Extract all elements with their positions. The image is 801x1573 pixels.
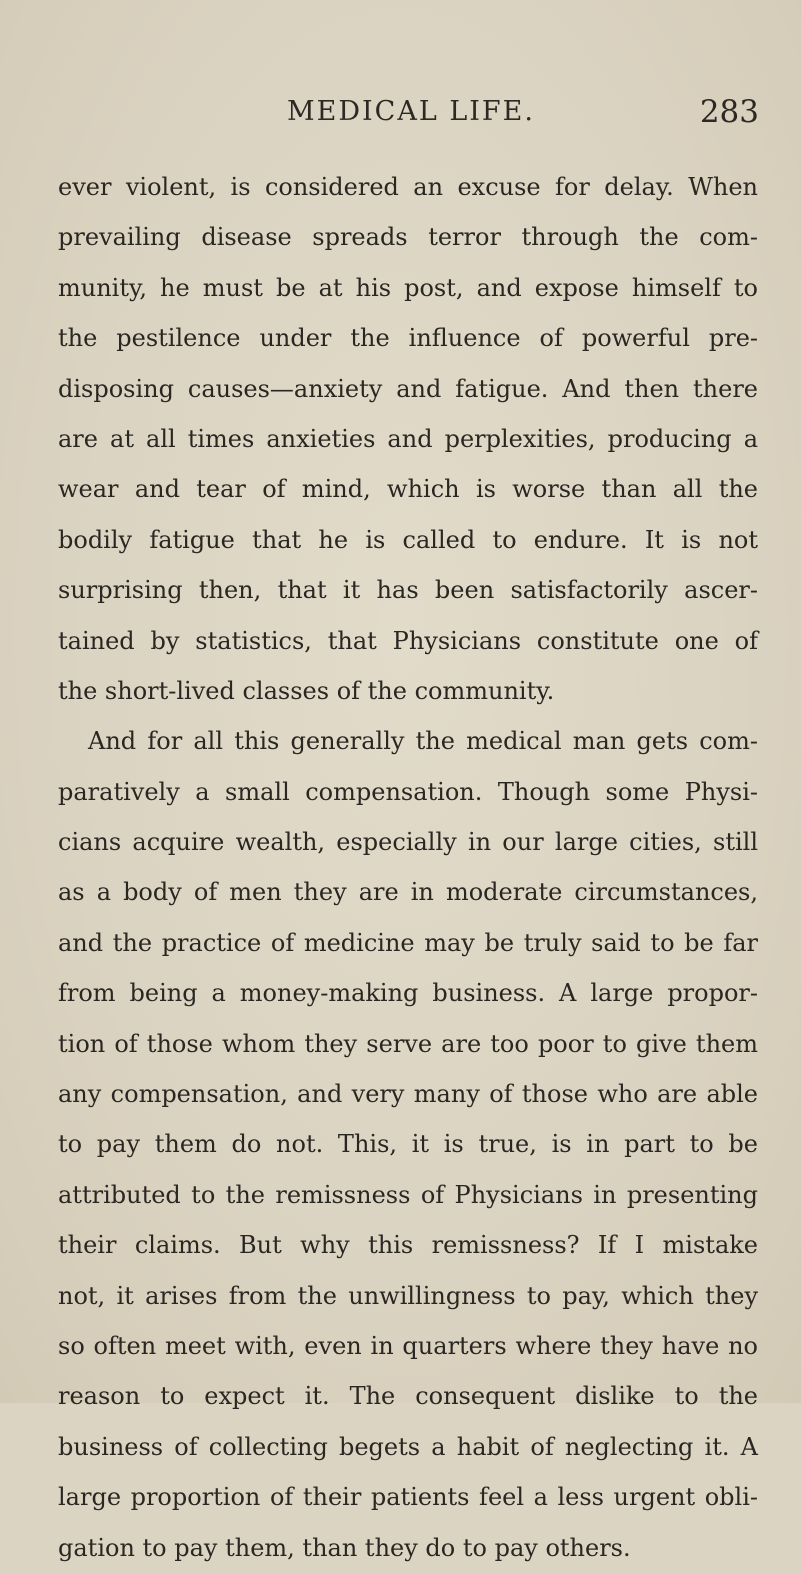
text-line: attributed to the remissness of Physicians in presenting	[58, 1180, 758, 1209]
text-line: tion of those whom they serve are too poor to give them	[58, 1029, 758, 1058]
text-line: ever violent, is considered an excuse for delay. When	[58, 173, 758, 201]
text-line: reason to expect it. The consequent dislike to the	[58, 1382, 758, 1411]
text-line: the pestilence under the influence of powerful pre-	[58, 324, 758, 353]
text-line: any compensation, and very many of those who are able	[58, 1080, 758, 1109]
text-line: disposing causes—anxiety and fatigue. And then there	[58, 374, 758, 403]
text-line: surprising then, that it has been satisfactorily ascer-	[58, 576, 758, 605]
text-line-paragraph-start: And for all this generally the medical man gets com-	[88, 727, 758, 756]
text-line: from being a money-making business. A large propor-	[58, 979, 758, 1008]
text-line: not, it arises from the unwillingness to pay, which they	[58, 1281, 758, 1310]
text-line: prevailing disease spreads terror through the com-	[58, 223, 758, 252]
text-line: paratively a small compensation. Though some Physi-	[58, 777, 758, 806]
text-line: business of collecting begets a habit of neglecting it. A	[58, 1432, 758, 1461]
text-line: bodily fatigue that he is called to endure. It is not	[58, 525, 758, 554]
text-line: so often meet with, even in quarters where they have no	[58, 1331, 758, 1360]
page-number: 283	[699, 94, 759, 130]
text-line: wear and tear of mind, which is worse than all the	[58, 475, 758, 504]
running-head	[0, 96, 801, 136]
text-line-paragraph-end: gation to pay them, than they do to pay others.	[58, 1533, 631, 1562]
text-line: and the practice of medicine may be truly said to be far	[58, 928, 758, 957]
text-line: as a body of men they are in moderate circumstances,	[58, 878, 758, 907]
text-line: munity, he must be at his post, and expose himself to	[58, 273, 758, 302]
text-line: cians acquire wealth, especially in our large cities, still	[58, 828, 758, 857]
body-text	[58, 162, 758, 1573]
text-line: are at all times anxieties and perplexities, producing a	[58, 424, 758, 453]
text-line: tained by statistics, that Physicians constitute one of	[58, 626, 758, 655]
text-line-paragraph-end: the short-lived classes of the community.	[58, 676, 555, 705]
text-line: to pay them do not. This, it is true, is in part to be	[58, 1130, 758, 1159]
text-line: their claims. But why this remissness? If I mistake	[58, 1231, 758, 1260]
running-head-title: MEDICAL LIFE.	[287, 96, 535, 127]
text-line: large proportion of their patients feel a less urgent obli-	[58, 1483, 758, 1512]
